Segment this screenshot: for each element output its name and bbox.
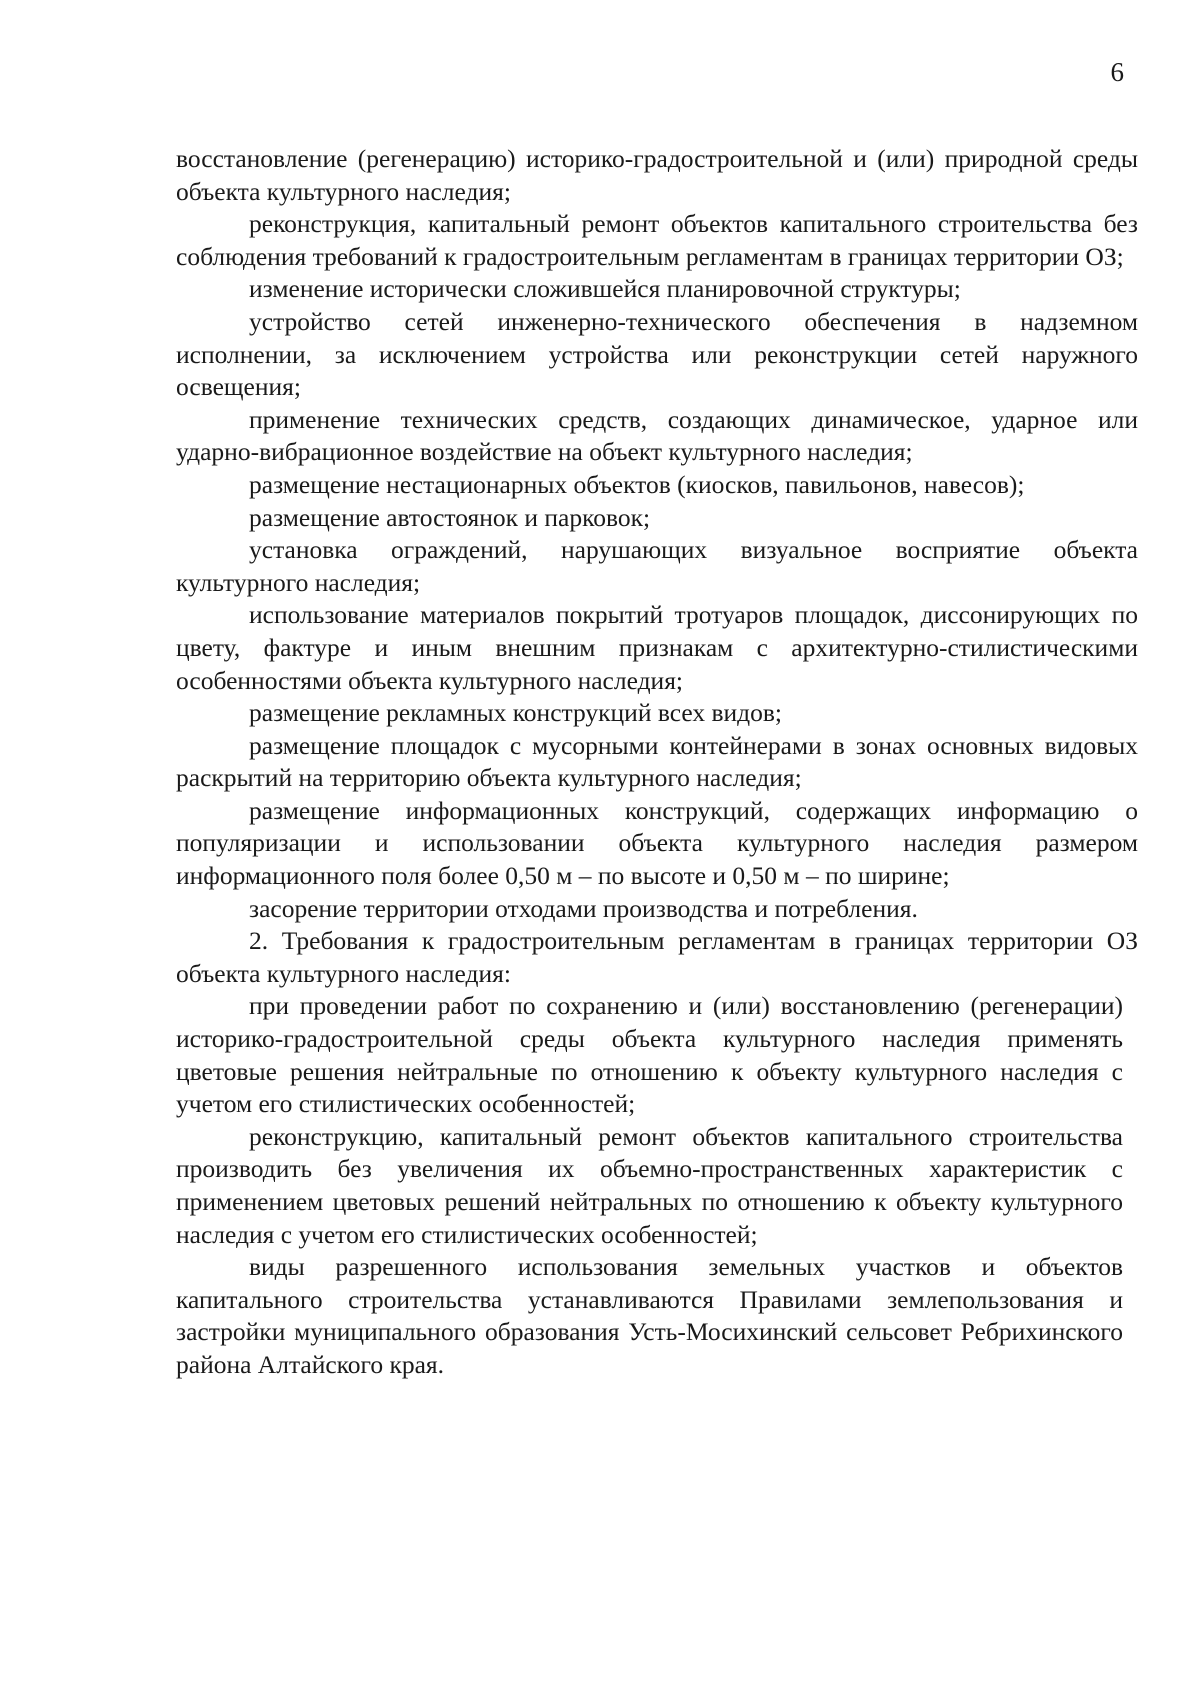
paragraph: реконструкцию, капитальный ремонт объектов капитального строительства производить без увеличения их объемно-пространственных характеристик с применением цветовых решений нейтральных по отношению к объекту культурного наследия с учетом его стилистических особенностей; [176, 1121, 1123, 1249]
paragraph: восстановление (регенерацию) историко-градостроительной и (или) природной среды объекта культурного наследия; [176, 144, 1138, 206]
paragraph: размещение рекламных конструкций всех видов; [249, 698, 783, 728]
paragraph: изменение исторически сложившейся планировочной структуры; [249, 274, 961, 304]
document-body [176, 143, 1138, 1382]
paragraph: использование материалов покрытий тротуаров площадок, диссонирующих по цвету, фактуре и иным внешним признакам с архитектурно-стилистическими особенностями объекта культурного наследия; [176, 600, 1138, 695]
section-heading-paragraph: 2. Требования к градостроительным регламентам в границах территории ОЗ объекта культурного наследия: [176, 926, 1138, 988]
paragraph: размещение площадок с мусорными контейнерами в зонах основных видовых раскрытий на территорию объекта культурного наследия; [176, 730, 1138, 793]
paragraph: размещение информационных конструкций, содержащих информацию о популяризации и использовании объекта культурного наследия размером информационного поля более 0,50 м – по высоте и 0,50 м – по ширине; [176, 795, 1138, 891]
page-number: 6 [1110, 57, 1124, 87]
paragraph: при проведении работ по сохранению и (или) восстановлению (регенерации) историко-градостроительной среды объекта культурного наследия применять цветовые решения нейтральные по отношению к объекту культурного наследия с учетом его стилистических особенностей; [176, 991, 1123, 1119]
paragraph: виды разрешенного использования земельных участков и объектов капитального строительства устанавливаются Правилами землепользования и застройки муниципального образования Усть-Мосихинский сельсовет Ребрихинского района Алтайского края. [176, 1252, 1123, 1379]
paragraph: размещение нестационарных объектов (киосков, павильонов, навесов); [249, 469, 1025, 499]
paragraph: применение технических средств, создающих динамическое, ударное или ударно-вибрационное воздействие на объект культурного наследия; [176, 404, 1138, 467]
paragraph: реконструкция, капитальный ремонт объектов капитального строительства без соблюдения требований к градостроительным регламентам в границах территории ОЗ; [176, 209, 1138, 271]
paragraph: размещение автостоянок и парковок; [249, 502, 651, 532]
paragraph: установка ограждений, нарушающих визуальное восприятие объекта культурного наследия; [176, 535, 1138, 597]
paragraph: засорение территории отходами производства и потребления. [249, 893, 918, 923]
paragraph: устройство сетей инженерно-технического обеспечения в надземном исполнении, за исключением устройства или реконструкции сетей наружного освещения; [176, 306, 1138, 402]
